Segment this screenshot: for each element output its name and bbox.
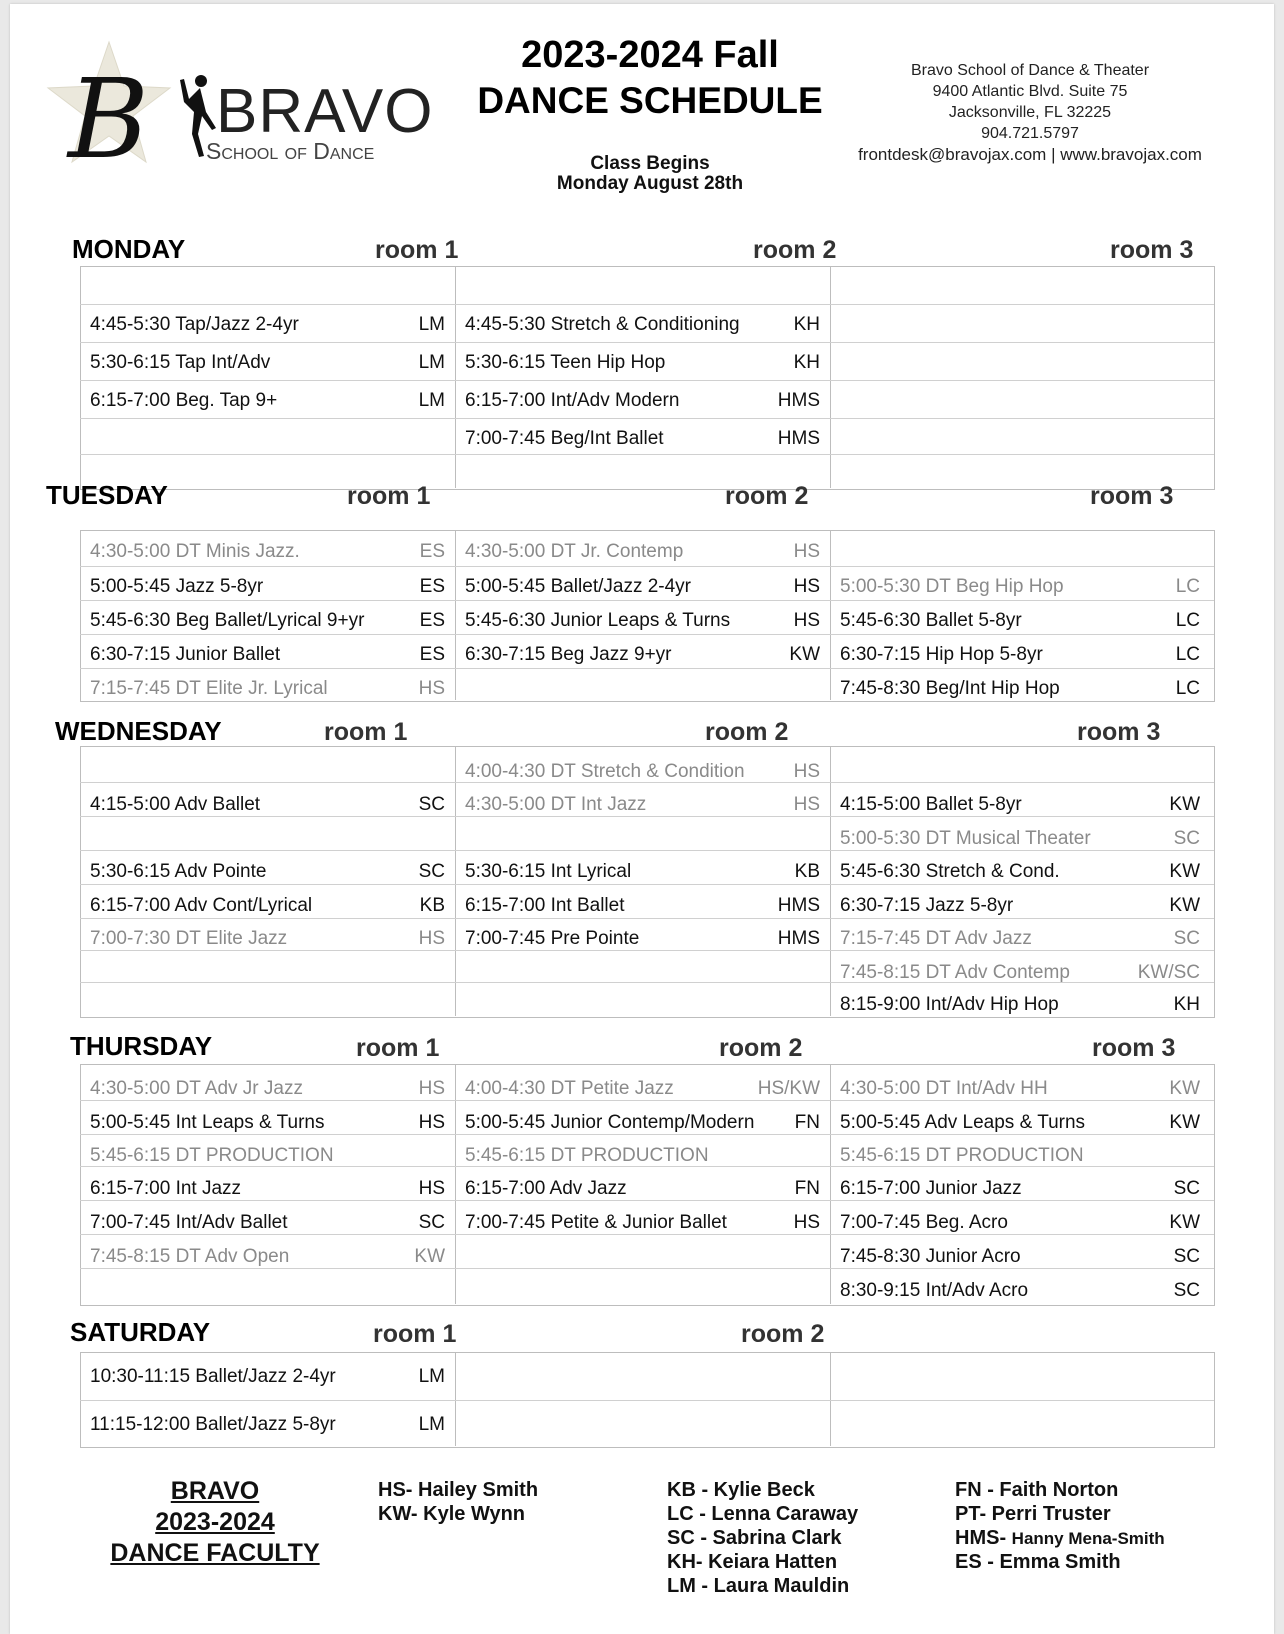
class-name: 7:45-8:30 Junior Acro bbox=[840, 1246, 1021, 1267]
class-name: 4:00-4:30 DT Petite Jazz bbox=[465, 1078, 674, 1099]
day-saturday: SATURDAY bbox=[70, 1317, 211, 1347]
instructor-code: ES bbox=[419, 576, 445, 597]
class-name: 7:00-7:45 Int/Adv Ballet bbox=[90, 1212, 288, 1233]
faculty-entry: FN - Faith Norton bbox=[955, 1479, 1119, 1501]
faculty-entry: KW- Kyle Wynn bbox=[378, 1503, 526, 1525]
class-name: 8:30-9:15 Int/Adv Acro bbox=[840, 1280, 1029, 1301]
class-name: 5:45-6:15 DT PRODUCTION bbox=[840, 1145, 1084, 1166]
class-begins-label: Class Begins bbox=[590, 153, 710, 174]
class-name: 6:30-7:15 Jazz 5-8yr bbox=[840, 895, 1014, 916]
class-name: 5:45-6:30 Beg Ballet/Lyrical 9+yr bbox=[90, 610, 365, 631]
class-name: 7:45-8:15 DT Adv Open bbox=[90, 1246, 290, 1267]
class-name: 5:45-6:15 DT PRODUCTION bbox=[465, 1145, 709, 1166]
class-name: 4:15-5:00 Adv Ballet bbox=[90, 794, 261, 815]
class-name: 4:15-5:00 Ballet 5-8yr bbox=[840, 794, 1022, 815]
instructor-code: SC bbox=[418, 861, 445, 882]
tuesday-room3-label: room 3 bbox=[1090, 482, 1174, 510]
instructor-code: HS bbox=[418, 678, 445, 699]
schedule-page bbox=[10, 4, 1274, 1634]
faculty-entry: KB - Kylie Beck bbox=[667, 1479, 815, 1501]
class-name: 5:45-6:30 Stretch & Cond. bbox=[840, 861, 1060, 882]
class-name: 6:30-7:15 Junior Ballet bbox=[90, 644, 281, 665]
instructor-code: HS bbox=[793, 1212, 820, 1233]
class-name: 6:15-7:00 Int Ballet bbox=[465, 895, 625, 916]
instructor-code: HS bbox=[793, 541, 820, 562]
instructor-code: FN bbox=[794, 1178, 820, 1199]
day-tuesday: TUESDAY bbox=[46, 480, 168, 510]
instructor-code: LC bbox=[1175, 610, 1200, 631]
class-name: 4:30-5:00 DT Minis Jazz. bbox=[90, 541, 300, 562]
class-name: 7:15-7:45 DT Elite Jr. Lyrical bbox=[90, 678, 328, 699]
class-name: 11:15-12:00 Ballet/Jazz 5-8yr bbox=[90, 1414, 336, 1435]
instructor-code: LM bbox=[418, 390, 445, 411]
class-name: 5:00-5:45 Junior Contemp/Modern bbox=[465, 1112, 755, 1133]
instructor-code: KH bbox=[793, 314, 820, 335]
class-name: 5:45-6:30 Junior Leaps & Turns bbox=[465, 610, 731, 631]
instructor-code: SC bbox=[1173, 1178, 1200, 1199]
instructor-code: KW bbox=[789, 644, 820, 665]
faculty-entry: HS- Hailey Smith bbox=[378, 1479, 539, 1501]
faculty-entry-hms bbox=[955, 1526, 1165, 1551]
class-name: 6:30-7:15 Beg Jazz 9+yr bbox=[465, 644, 672, 665]
class-name: 6:15-7:00 Int Jazz bbox=[90, 1178, 242, 1199]
instructor-code: HMS bbox=[777, 895, 820, 916]
class-name: 4:45-5:30 Tap/Jazz 2-4yr bbox=[90, 314, 299, 335]
monday-room3-label: room 3 bbox=[1110, 236, 1194, 264]
faculty-title-line1: BRAVO bbox=[170, 1477, 260, 1505]
faculty-entry: PT- Perri Truster bbox=[955, 1503, 1111, 1525]
instructor-code: HMS bbox=[777, 390, 820, 411]
class-name: 8:15-9:00 Int/Adv Hip Hop bbox=[840, 994, 1059, 1015]
contact-name: Bravo School of Dance & Theater bbox=[910, 62, 1150, 79]
contact-email-web: frontdesk@bravojax.com | www.bravojax.com bbox=[858, 145, 1202, 164]
instructor-code: HS/KW bbox=[757, 1078, 820, 1099]
class-name: 5:30-6:15 Tap Int/Adv bbox=[90, 352, 271, 373]
instructor-code: HS bbox=[418, 1178, 445, 1199]
faculty-title-line2: 2023-2024 bbox=[155, 1508, 275, 1536]
wednesday-room2-label: room 2 bbox=[705, 718, 789, 746]
faculty-entry: SC - Sabrina Clark bbox=[667, 1527, 842, 1549]
instructor-code: KB bbox=[794, 861, 820, 882]
saturday-room1-label: room 1 bbox=[373, 1320, 457, 1348]
class-name: 4:45-5:30 Stretch & Conditioning bbox=[465, 314, 740, 335]
instructor-code: KW bbox=[1169, 1112, 1200, 1133]
monday-room1-label: room 1 bbox=[375, 236, 459, 264]
class-name: 5:45-6:30 Ballet 5-8yr bbox=[840, 610, 1022, 631]
class-name: 7:00-7:45 Beg. Acro bbox=[840, 1212, 1008, 1233]
monday-room2-label: room 2 bbox=[753, 236, 837, 264]
instructor-code: HMS bbox=[777, 428, 820, 449]
class-name: 5:00-5:30 DT Beg Hip Hop bbox=[840, 576, 1064, 597]
class-name: 6:30-7:15 Hip Hop 5-8yr bbox=[840, 644, 1043, 665]
instructor-code: ES bbox=[419, 644, 445, 665]
tuesday-room1-label: room 1 bbox=[347, 482, 431, 510]
class-name: 7:00-7:30 DT Elite Jazz bbox=[90, 928, 288, 949]
logo-subtitle: School of Dance bbox=[206, 138, 375, 164]
class-name: 5:45-6:15 DT PRODUCTION bbox=[90, 1145, 334, 1166]
class-name: 7:00-7:45 Petite & Junior Ballet bbox=[465, 1212, 727, 1233]
instructor-code: SC bbox=[418, 794, 445, 815]
faculty-code: HMS- bbox=[955, 1527, 1012, 1549]
saturday-room2-label: room 2 bbox=[741, 1320, 825, 1348]
instructor-code: SC bbox=[1173, 1246, 1200, 1267]
class-name: 5:30-6:15 Int Lyrical bbox=[465, 861, 632, 882]
class-name: 4:30-5:00 DT Jr. Contemp bbox=[465, 541, 684, 562]
class-name: 5:00-5:45 Ballet/Jazz 2-4yr bbox=[465, 576, 692, 597]
instructor-code: KB bbox=[419, 895, 445, 916]
day-wednesday: WEDNESDAY bbox=[55, 716, 222, 746]
faculty-entry: LC - Lenna Caraway bbox=[667, 1503, 859, 1525]
instructor-code: LC bbox=[1175, 644, 1200, 665]
instructor-code: KW bbox=[1169, 895, 1200, 916]
instructor-code: LC bbox=[1175, 576, 1200, 597]
instructor-code: LM bbox=[418, 314, 445, 335]
instructor-code: ES bbox=[419, 610, 445, 631]
class-name: 5:00-5:45 Int Leaps & Turns bbox=[90, 1112, 325, 1133]
contact-phone: 904.721.5797 bbox=[981, 125, 1079, 142]
instructor-code: KW bbox=[1169, 1212, 1200, 1233]
instructor-code: KW bbox=[414, 1246, 445, 1267]
class-name: 4:00-4:30 DT Stretch & Condition bbox=[465, 761, 745, 782]
instructor-code: HS bbox=[418, 1078, 445, 1099]
faculty-entry: ES - Emma Smith bbox=[955, 1551, 1121, 1573]
instructor-code: HMS bbox=[777, 928, 820, 949]
instructor-code: HS bbox=[793, 576, 820, 597]
instructor-code: LM bbox=[418, 352, 445, 373]
logo-name: BRAVO bbox=[216, 77, 434, 146]
class-name: 4:30-5:00 DT Int Jazz bbox=[465, 794, 647, 815]
instructor-code: ES bbox=[419, 541, 445, 562]
class-name: 7:15-7:45 DT Adv Jazz bbox=[840, 928, 1032, 949]
thursday-room3-label: room 3 bbox=[1092, 1034, 1176, 1062]
page-title-line2: DANCE SCHEDULE bbox=[477, 80, 823, 121]
contact-address2: Jacksonville, FL 32225 bbox=[948, 104, 1112, 121]
class-name: 6:15-7:00 Int/Adv Modern bbox=[465, 390, 680, 411]
instructor-code: HS bbox=[793, 761, 820, 782]
instructor-code: KH bbox=[793, 352, 820, 373]
class-begins-date: Monday August 28th bbox=[556, 173, 744, 194]
faculty-entry: LM - Laura Mauldin bbox=[667, 1575, 850, 1597]
instructor-code: HS bbox=[418, 1112, 445, 1133]
faculty-entry: KH- Keiara Hatten bbox=[667, 1551, 838, 1573]
instructor-code: HS bbox=[793, 610, 820, 631]
thursday-room2-label: room 2 bbox=[719, 1034, 803, 1062]
instructor-code: LC bbox=[1175, 678, 1200, 699]
instructor-code: LM bbox=[418, 1366, 445, 1387]
class-name: 7:00-7:45 Beg/Int Ballet bbox=[465, 428, 664, 449]
instructor-code: KW bbox=[1169, 794, 1200, 815]
faculty-title-line3: DANCE FACULTY bbox=[110, 1539, 320, 1567]
tuesday-room2-label: room 2 bbox=[725, 482, 809, 510]
page-title-line1: 2023-2024 Fall bbox=[521, 34, 779, 76]
instructor-code: LM bbox=[418, 1414, 445, 1435]
class-name: 4:30-5:00 DT Int/Adv HH bbox=[840, 1078, 1048, 1099]
class-name: 6:15-7:00 Adv Jazz bbox=[465, 1178, 627, 1199]
instructor-code: KW bbox=[1169, 1078, 1200, 1099]
instructor-code: KW bbox=[1169, 861, 1200, 882]
class-name: 6:15-7:00 Adv Cont/Lyrical bbox=[90, 895, 313, 916]
faculty-name: Hanny Mena-Smith bbox=[1011, 1529, 1165, 1548]
monday-grid bbox=[80, 266, 1215, 490]
class-name: 7:45-8:15 DT Adv Contemp bbox=[840, 962, 1070, 983]
wednesday-room1-label: room 1 bbox=[324, 718, 408, 746]
day-thursday: THURSDAY bbox=[70, 1031, 213, 1061]
wednesday-room3-label: room 3 bbox=[1077, 718, 1161, 746]
instructor-code: SC bbox=[1173, 928, 1200, 949]
class-name: 4:30-5:00 DT Adv Jr Jazz bbox=[90, 1078, 303, 1099]
class-name: 7:45-8:30 Beg/Int Hip Hop bbox=[840, 678, 1060, 699]
instructor-code: KH bbox=[1173, 994, 1200, 1015]
class-name: 10:30-11:15 Ballet/Jazz 2-4yr bbox=[90, 1366, 336, 1387]
instructor-code: HS bbox=[418, 928, 445, 949]
class-name: 6:15-7:00 Junior Jazz bbox=[840, 1178, 1022, 1199]
day-monday: MONDAY bbox=[72, 234, 186, 264]
class-name: 6:15-7:00 Beg. Tap 9+ bbox=[90, 390, 278, 411]
contact-address1: 9400 Atlantic Blvd. Suite 75 bbox=[932, 83, 1128, 100]
logo-letter: B bbox=[68, 55, 149, 183]
instructor-code: SC bbox=[1173, 1280, 1200, 1301]
instructor-code: SC bbox=[1173, 828, 1200, 849]
class-name: 5:30-6:15 Teen Hip Hop bbox=[465, 352, 666, 373]
instructor-code: FN bbox=[794, 1112, 820, 1133]
instructor-code: KW/SC bbox=[1137, 962, 1200, 983]
class-name: 7:00-7:45 Pre Pointe bbox=[465, 928, 640, 949]
class-name: 5:00-5:45 Jazz 5-8yr bbox=[90, 576, 264, 597]
class-name: 5:30-6:15 Adv Pointe bbox=[90, 861, 267, 882]
class-name: 5:00-5:30 DT Musical Theater bbox=[840, 828, 1091, 849]
thursday-room1-label: room 1 bbox=[356, 1034, 440, 1062]
class-name: 5:00-5:45 Adv Leaps & Turns bbox=[840, 1112, 1086, 1133]
instructor-code: SC bbox=[418, 1212, 445, 1233]
instructor-code: HS bbox=[793, 794, 820, 815]
